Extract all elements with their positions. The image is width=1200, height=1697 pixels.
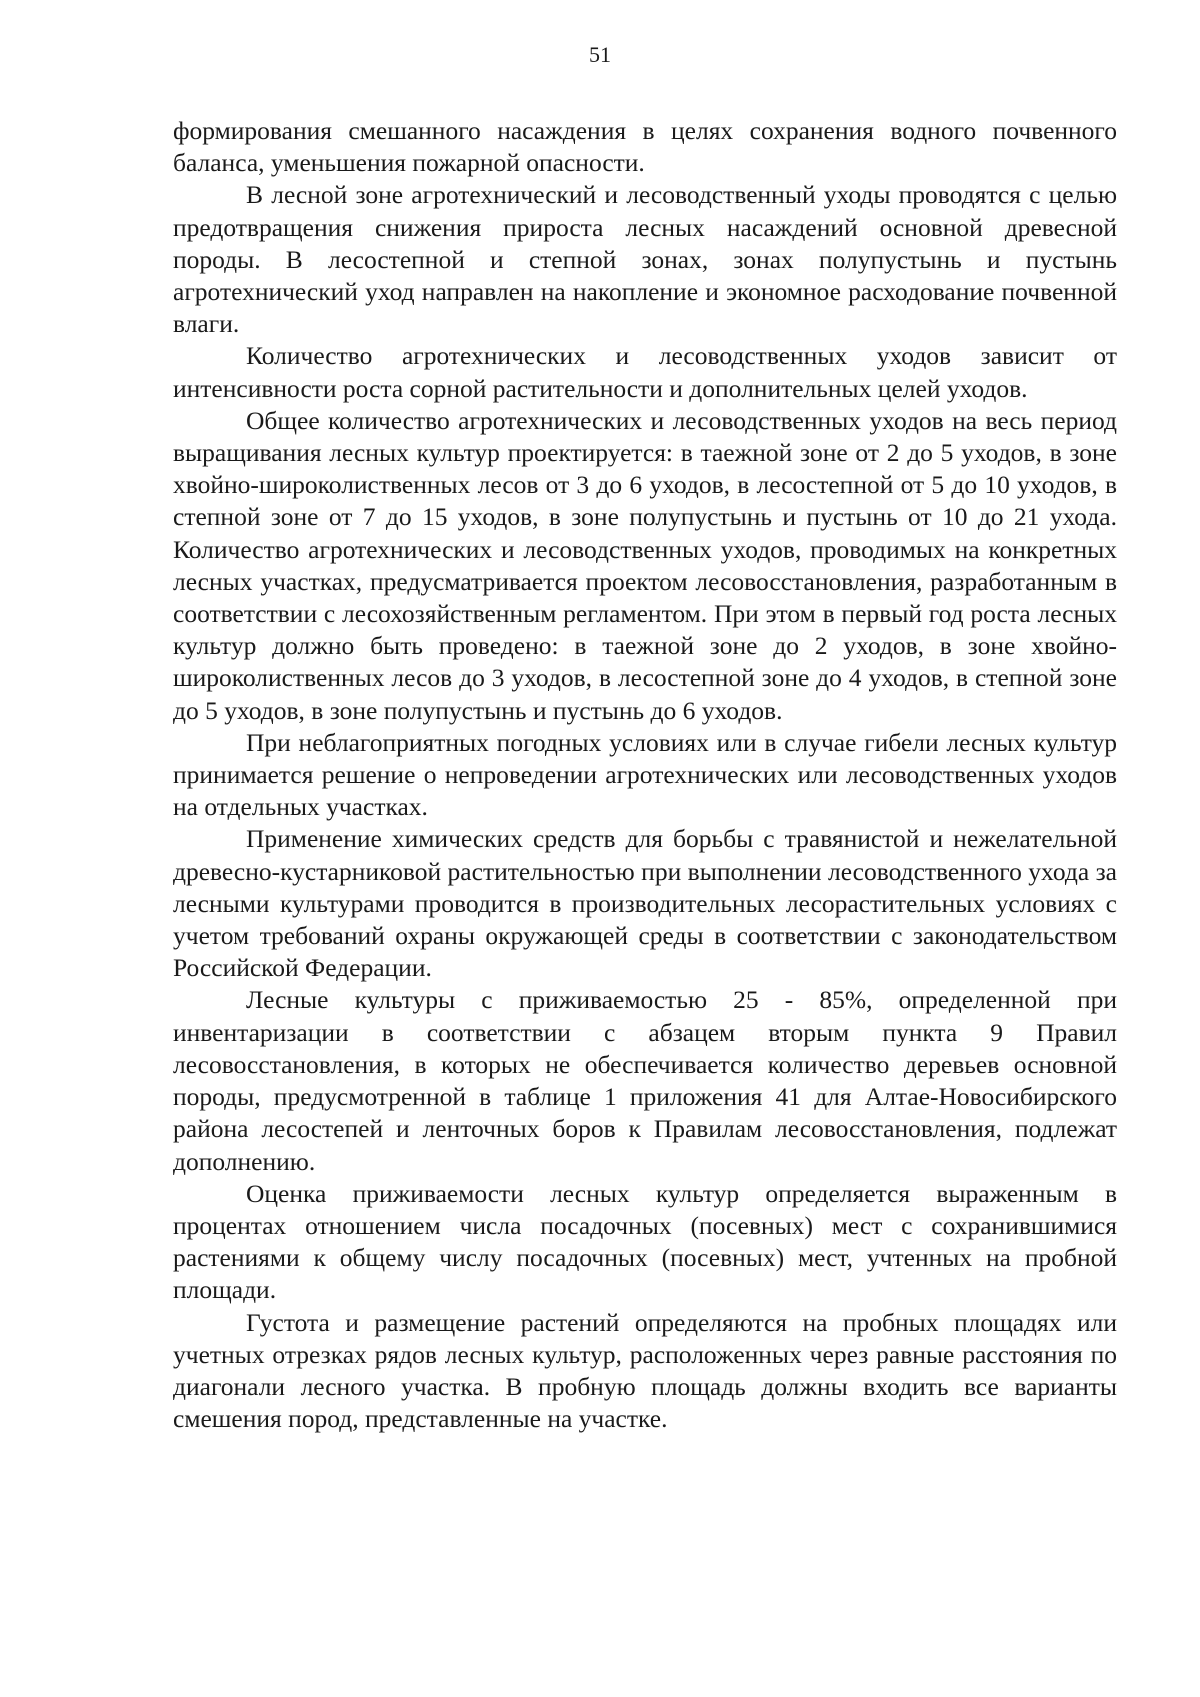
- paragraph-care-totals: Общее количество агротехнических и лесоводственных уходов на весь период выращивания лесных культур проектируется: в таежной зоне от 2 до 5 уходов, в зоне хвойно-широколиственных лесов от 3 до 6 уходов, в лесостепной от 5 до 10 уходов, в степной зоне от 7 до 15 уходов, в зоне полупустынь и пустынь от 10 до 21 ухода. Количество агротехнических и лесоводственных уходов, проводимых на конкретных лесных участках, предусматривается проектом лесовосстановления, разработанным в соответствии с лесохозяйственным регламентом. При этом в первый год роста лесных культур должно быть проведено: в таежной зоне до 2 уходов, в зоне хвойно-широколиственных лесов до 3 уходов, в лесостепной зоне до 4 уходов, в степной зоне до 5 уходов, в зоне полупустынь и пустынь до 6 уходов.: [173, 405, 1117, 725]
- paragraph-care-purpose: В лесной зоне агротехнический и лесоводственный уходы проводятся с целью предотвращения снижения прироста лесных насаждений основной древесной породы. В лесостепной и степной зонах, зонах полупустынь и пустынь агротехнический уход направлен на накопление и экономное расходование почвенной влаги.: [173, 180, 1117, 339]
- paragraph-continuation: формирования смешанного насаждения в целях сохранения водного почвенного баланса, уменьшения пожарной опасности.: [173, 116, 1117, 178]
- paragraph-chemical-means: Применение химических средств для борьбы с травянистой и нежелательной древесно-кустарниковой растительностью при выполнении лесоводственного ухода за лесными культурами проводится в производительных лесорастительных условиях с учетом требований охраны окружающей среды в соответствии с законодательством Российской Федерации.: [173, 824, 1117, 983]
- paragraph-density-placement: Густота и размещение растений определяются на пробных площадях или учетных отрезках рядов лесных культур, расположенных через равные расстояния по диагонали лесного участка. В пробную площадь должны входить все варианты смешения пород, представленные на участке.: [173, 1307, 1117, 1434]
- paragraph-care-count-factors: Количество агротехнических и лесоводственных уходов зависит от интенсивности роста сорной растительности и дополнительных целей уходов.: [173, 341, 1117, 403]
- paragraph-survival-assessment: Оценка приживаемости лесных культур определяется выраженным в процентах отношением числа посадочных (посевных) мест с сохранившимися растениями к общему числу посадочных (посевных) мест, учтенных на пробной площади.: [173, 1178, 1117, 1305]
- document-body: [173, 115, 1117, 1435]
- page-number: 51: [589, 42, 611, 67]
- paragraph-survival-supplement: Лесные культуры с приживаемостью 25 - 85%, определенной при инвентаризации в соответствии с абзацем вторым пункта 9 Правил лесовосстановления, в которых не обеспечивается количество деревьев основной породы, предусмотренной в таблице 1 приложения 41 для Алтае-Новосибирского района лесостепей и ленточных боров к Правилам лесовосстановления, подлежат дополнению.: [173, 985, 1117, 1176]
- paragraph-unfavorable-conditions: При неблагоприятных погодных условиях или в случае гибели лесных культур принимается решение о непроведении агротехнических или лесоводственных уходов на отдельных участках.: [173, 727, 1117, 822]
